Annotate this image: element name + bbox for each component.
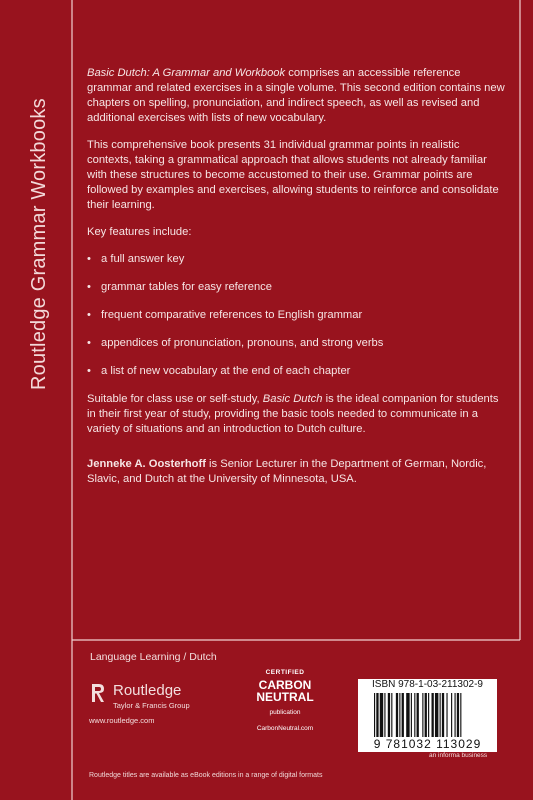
- description-block: [87, 66, 507, 499]
- barcode-bar: [455, 693, 456, 737]
- description-paragraph-3: Suitable for class use or self-study, Basic Dutch is the ideal companion for students in their first year of study, providing the basic tools needed to communicate in a variety of situations and an introduction to Dutch culture.: [87, 393, 499, 435]
- author-name: Jenneke A. Oosterhoff: [87, 458, 206, 470]
- publisher-name: Routledge: [113, 682, 182, 699]
- barcode-bar: [440, 693, 441, 737]
- feature-item: • frequent comparative references to English grammar: [87, 308, 507, 323]
- barcode-bar: [425, 693, 427, 737]
- barcode-bar: [396, 693, 398, 737]
- description-paragraph-1: Basic Dutch: A Grammar and Workbook comprises an accessible reference grammar and related exercises in a single volume. This second edition contains new chapters on spelling, pronunciation, and indirect speech, as well as revised and additional exercises with lists of new vocabulary.: [87, 67, 505, 124]
- author-bio: Jenneke A. Oosterhoff is Senior Lecturer in the Department of German, Nordic, Slavic, and Dutch at the University of Minnesota, USA.: [87, 458, 487, 485]
- isbn-barcode: [358, 679, 497, 752]
- barcode-digits: 9 781032 113029: [373, 737, 482, 751]
- barcode-bar: [414, 693, 415, 737]
- barcode-bar: [376, 693, 378, 737]
- barcode-bar: [380, 693, 383, 737]
- isbn-number: ISBN 978-1-03-211302-9: [372, 679, 483, 690]
- series-title: [28, 60, 52, 390]
- features-list: [87, 252, 507, 379]
- feature-item: • a list of new vocabulary at the end of each chapter: [87, 364, 507, 379]
- barcode-bar: [406, 693, 409, 737]
- barcode-bar: [451, 693, 452, 737]
- feature-item: • a full answer key: [87, 252, 507, 267]
- barcode-bar: [411, 693, 412, 737]
- informa-tagline: an informa business: [429, 752, 488, 759]
- barcode-bar: [422, 693, 423, 737]
- barcode-bars: [372, 693, 490, 737]
- barcode-bar: [435, 693, 438, 737]
- barcode-bar: [432, 693, 434, 737]
- barcode-bar: [399, 693, 400, 737]
- barcode-bar: [391, 693, 392, 737]
- routledge-r-icon: [89, 682, 107, 704]
- barcode-bar: [460, 693, 461, 737]
- book-title-short: Basic Dutch: [262, 393, 323, 405]
- barcode-bar: [442, 693, 444, 737]
- carbon-neutral-logo: CERTIFIED CARBON NEUTRAL publication CarbonNeutral.com: [256, 669, 314, 732]
- features-intro: Key features include:: [87, 226, 192, 238]
- barcode-bar: [446, 693, 447, 737]
- barcode-bar: [457, 693, 459, 737]
- book-title: Basic Dutch: A Grammar and Workbook: [87, 67, 286, 79]
- publisher-url: www.routledge.com: [89, 716, 155, 725]
- feature-item: • appendices of pronunciation, pronouns, and strong verbs: [87, 336, 507, 351]
- barcode-bar: [384, 693, 385, 737]
- subject-category: Language Learning / Dutch: [90, 651, 217, 663]
- barcode-bar: [374, 693, 375, 737]
- description-paragraph-2: This comprehensive book presents 31 individual grammar points in realistic contexts, taking a grammatical approach that allows students not already familiar with these structures to become accustomed to their use. Grammar points are followed by examples and exercises, allowing students to reinforce and consolidate their learning.: [87, 139, 499, 211]
- barcode-bar: [428, 693, 429, 737]
- publisher-group: Taylor & Francis Group: [113, 701, 190, 710]
- barcode-bar: [388, 693, 390, 737]
- series-title-text: Routledge Grammar Workbooks: [28, 98, 50, 390]
- feature-item: • grammar tables for easy reference: [87, 280, 507, 295]
- barcode-bar: [402, 693, 404, 737]
- ebook-note: Routledge titles are available as eBook editions in a range of digital formats: [89, 772, 323, 779]
- barcode-bar: [417, 693, 419, 737]
